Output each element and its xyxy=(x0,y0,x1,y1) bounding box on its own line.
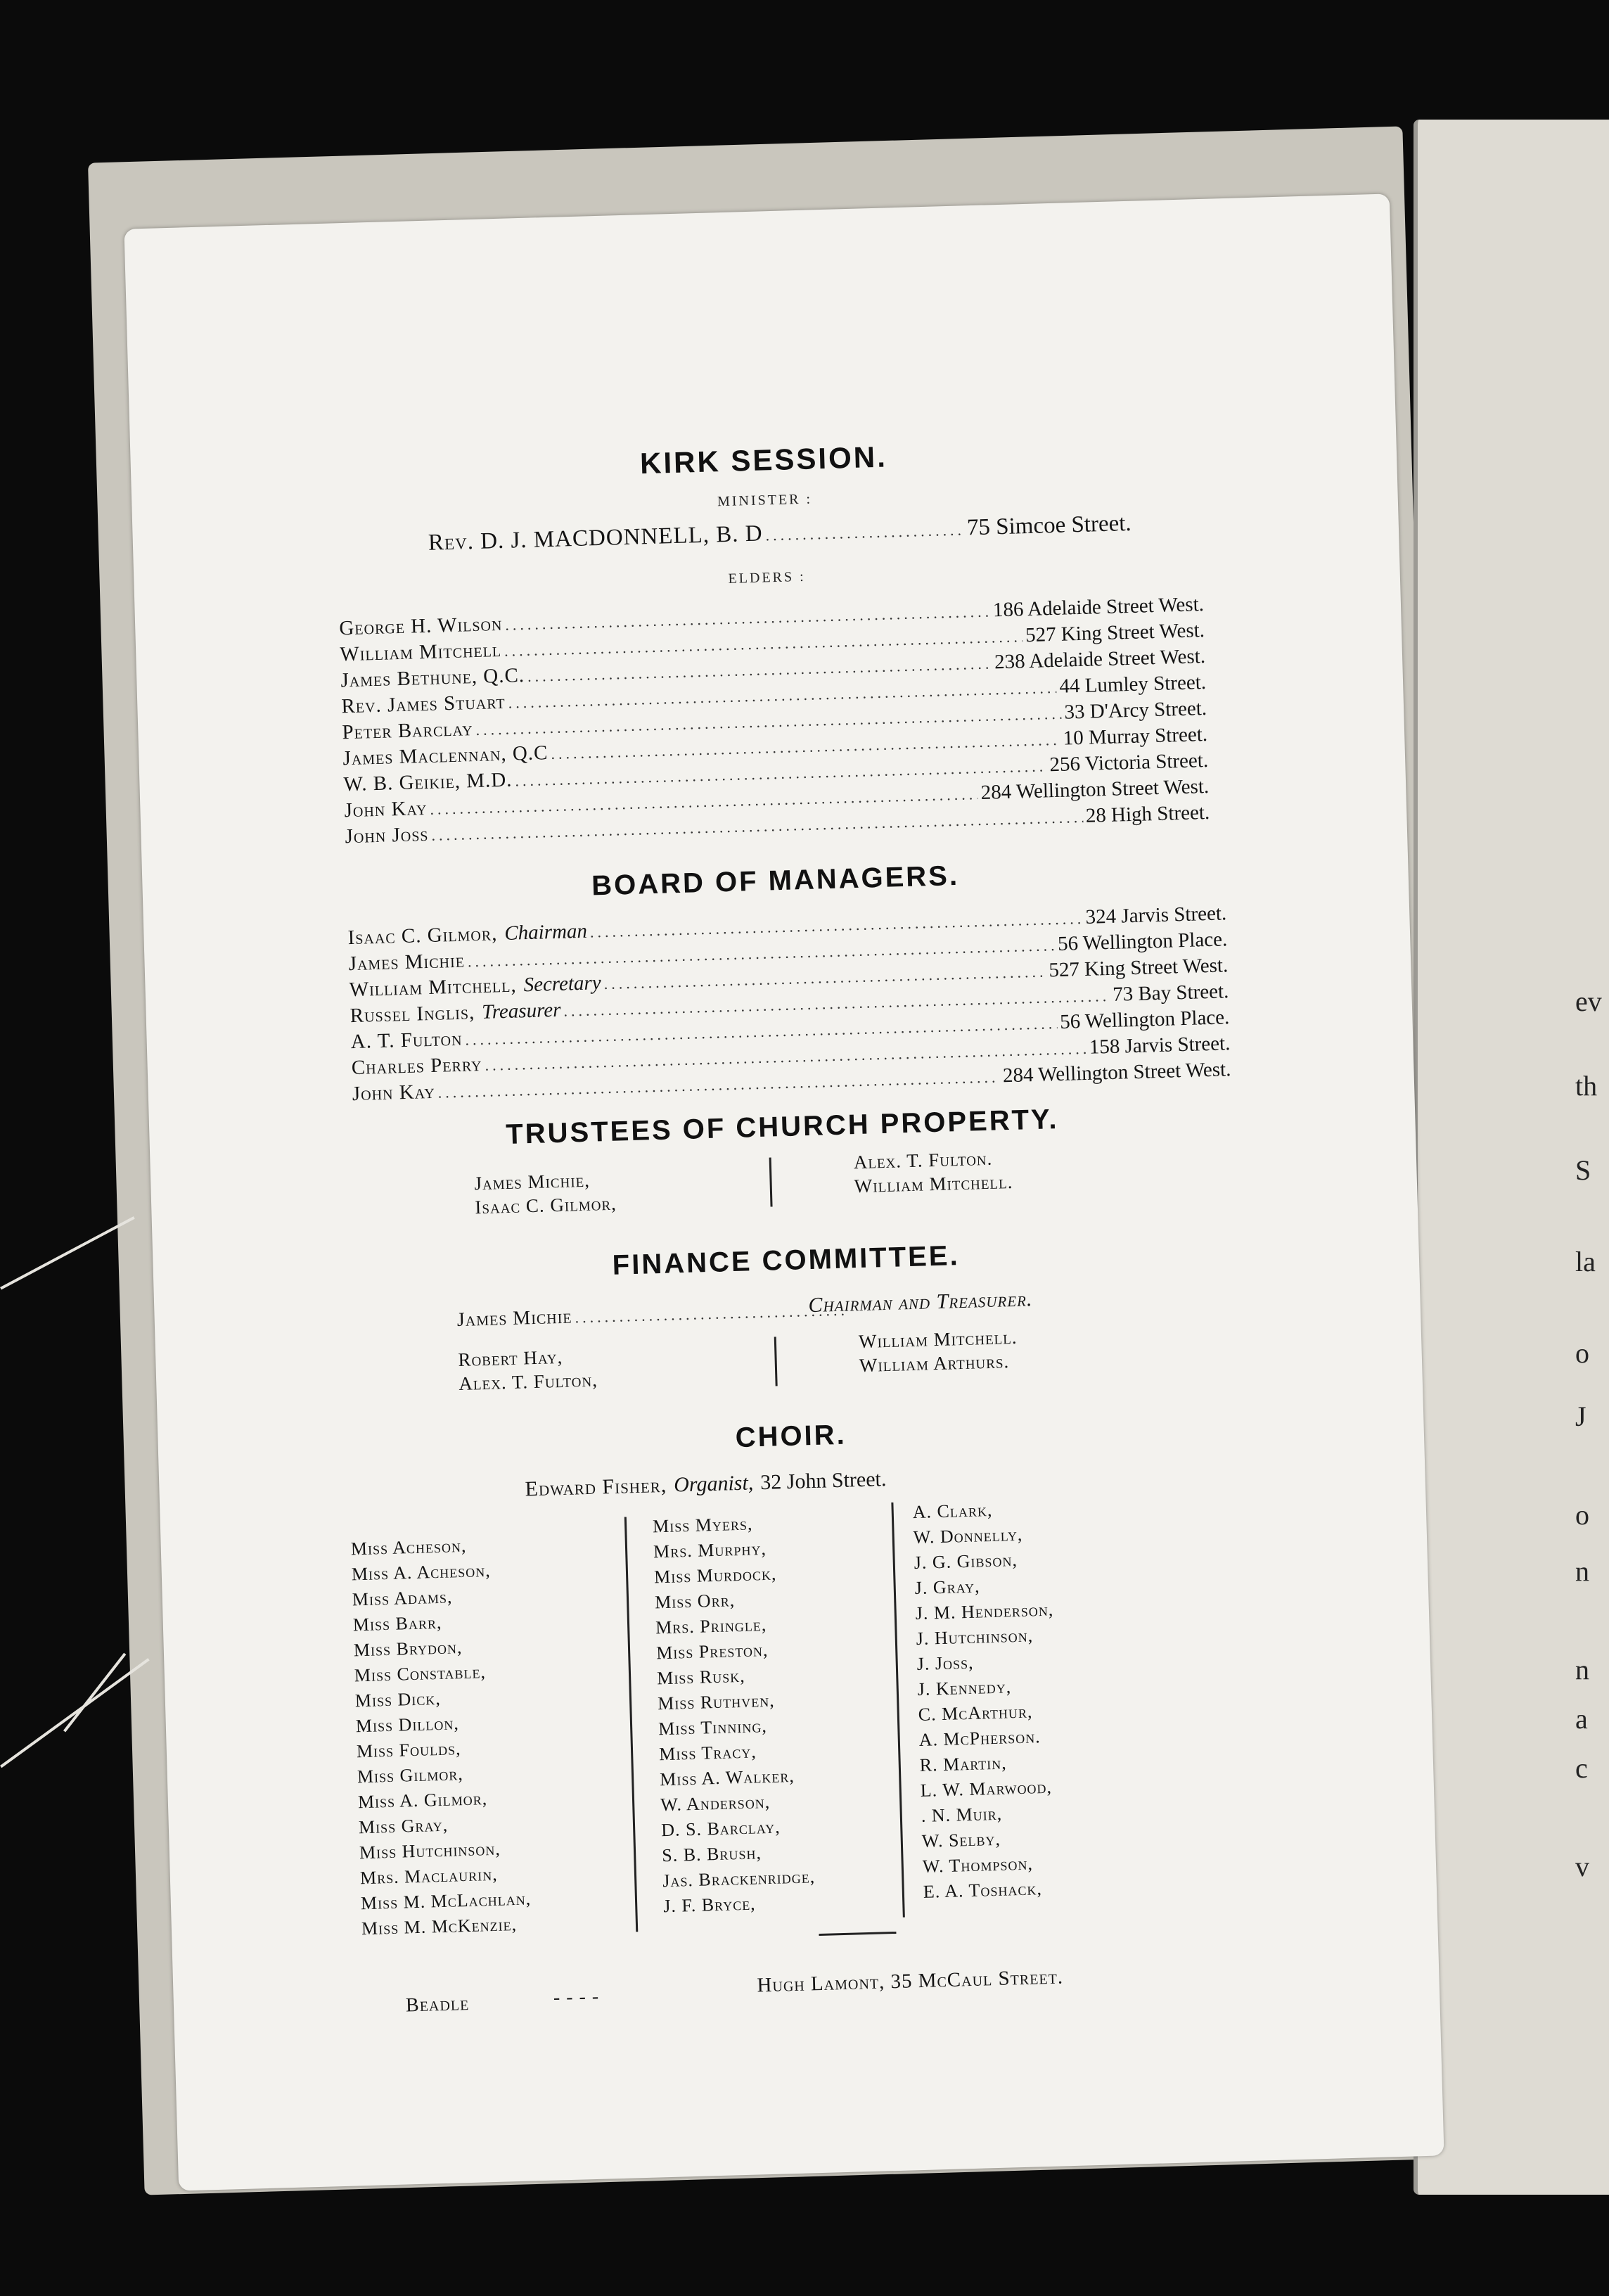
finance-member: Alex. T. Fulton, xyxy=(458,1369,598,1395)
facing-page-fragment: o xyxy=(1575,1337,1589,1369)
choir-member: Miss A. Walker, xyxy=(659,1765,795,1790)
document-page xyxy=(124,193,1444,2190)
facing-page-fragment: c xyxy=(1575,1752,1588,1784)
minister-entry xyxy=(428,511,1132,556)
elders-label: ELDERS : xyxy=(728,568,806,587)
finance-member: Robert Hay, xyxy=(458,1346,563,1371)
choir-member: L. W. Marwood, xyxy=(920,1776,1053,1801)
column-divider xyxy=(769,1157,773,1206)
elder-address: 10 Murray Street. xyxy=(1063,722,1208,750)
choir-end-rule xyxy=(819,1932,896,1936)
column-divider xyxy=(624,1517,638,1932)
manager-address: 324 Jarvis Street. xyxy=(1085,902,1227,929)
beadle-dashes: - - - - xyxy=(553,1985,600,2009)
finance-member: William Mitchell. xyxy=(858,1326,1018,1353)
finance-member: William Arthurs. xyxy=(859,1351,1010,1377)
elder-name: Peter Barclay xyxy=(342,718,473,744)
beadle-name: Hugh Lamont, 35 McCaul Street. xyxy=(757,1965,1064,1997)
manager-name: James Michie xyxy=(348,949,466,976)
choir-member: J. M. Henderson, xyxy=(915,1599,1054,1624)
choir-member: D. S. Barclay, xyxy=(660,1816,781,1841)
choir-member: W. Donnelly, xyxy=(913,1524,1023,1548)
choir-member: Miss Dillon, xyxy=(355,1713,460,1737)
finance-chair-name: James Michie xyxy=(456,1306,572,1332)
choir-member: J. F. Bryce, xyxy=(662,1893,756,1917)
choir-member: Miss A. Acheson, xyxy=(351,1560,492,1585)
choir-member: J. Gray, xyxy=(914,1576,980,1599)
board-of-managers-heading: BOARD OF MANAGERS. xyxy=(591,860,960,902)
scratch-mark xyxy=(0,1658,150,1768)
finance-committee-heading: FINANCE COMMITTEE. xyxy=(612,1240,961,1281)
elder-address: 28 High Street. xyxy=(1085,801,1210,827)
manager-name: Russel Inglis, xyxy=(350,1001,475,1028)
choir-member: J. G. Gibson, xyxy=(914,1549,1018,1574)
elder-name: Rev. James Stuart xyxy=(341,690,506,718)
manager-address: 56 Wellington Place. xyxy=(1057,928,1228,955)
choir-member: Miss Murdock, xyxy=(653,1563,777,1588)
manager-address: 158 Jarvis Street. xyxy=(1089,1032,1231,1059)
manager-role: Treasurer xyxy=(481,998,561,1023)
elder-name: James Maclennan, Q.C xyxy=(342,741,549,770)
choir-member: Mrs. Maclaurin, xyxy=(359,1863,499,1889)
choir-member: Miss Barr, xyxy=(352,1612,442,1635)
manager-address: 56 Wellington Place. xyxy=(1059,1006,1230,1033)
elder-name: William Mitchell xyxy=(339,638,502,666)
leader-dots xyxy=(575,1301,848,1327)
choir-member: Miss Dick, xyxy=(354,1688,442,1711)
facing-page-fragment: th xyxy=(1575,1070,1598,1102)
choir-member: J. Hutchinson, xyxy=(916,1625,1034,1649)
elder-name: John Joss xyxy=(345,822,429,848)
elder-name: W. B. Geikie, M.D. xyxy=(343,768,513,796)
elder-address: 256 Victoria Street. xyxy=(1049,748,1209,777)
elder-name: George H. Wilson xyxy=(338,612,503,640)
manager-name: A. T. Fulton xyxy=(350,1027,463,1054)
choir-member: Miss Tinning, xyxy=(658,1715,768,1740)
choir-member: A. McPherson. xyxy=(918,1726,1041,1750)
minister-address: 75 Simcoe Street. xyxy=(966,510,1132,541)
choir-member: Miss Adams, xyxy=(352,1586,453,1610)
facing-page-fragment: n xyxy=(1575,1555,1589,1587)
trustees-heading: TRUSTEES OF CHURCH PROPERTY. xyxy=(505,1104,1060,1151)
choir-member: Miss Brydon, xyxy=(353,1637,463,1661)
choir-member: Miss Ruthven, xyxy=(657,1690,776,1714)
manager-name: Isaac C. Gilmor, xyxy=(347,922,498,950)
facing-page-fragment: v xyxy=(1575,1851,1589,1882)
elder-address: 284 Wellington Street West. xyxy=(980,774,1210,804)
finance-chair-entry xyxy=(456,1298,851,1332)
elder-address: 186 Adelaide Street West. xyxy=(992,593,1205,622)
organist-name: Edward Fisher, xyxy=(525,1473,667,1501)
choir-member: Miss Tracy, xyxy=(658,1741,757,1765)
elder-name: James Bethune, Q.C. xyxy=(340,664,525,692)
trustee-name: James Michie, xyxy=(474,1169,591,1194)
elder-address: 44 Lumley Street. xyxy=(1059,670,1207,698)
manager-name: John Kay xyxy=(352,1080,436,1106)
choir-member: S. B. Brush, xyxy=(661,1842,762,1866)
manager-role: Chairman xyxy=(504,919,588,945)
choir-member: Miss Rusk, xyxy=(656,1665,746,1689)
trustee-name: William Mitchell. xyxy=(854,1171,1013,1197)
manager-name: Charles Perry xyxy=(351,1052,482,1080)
scratch-mark xyxy=(63,1653,126,1733)
choir-member: R. Martin, xyxy=(919,1752,1008,1775)
choir-member: Miss Gilmor, xyxy=(357,1764,464,1787)
manager-name: William Mitchell, xyxy=(349,974,518,1002)
facing-page-fragment: n xyxy=(1575,1654,1589,1685)
kirk-session-heading: KIRK SESSION. xyxy=(639,440,888,480)
finance-chair-role: Chairman and Treasurer. xyxy=(808,1287,1033,1318)
choir-member: Miss Constable, xyxy=(354,1662,487,1686)
choir-member: W. Selby, xyxy=(921,1828,1001,1851)
trustee-name: Alex. T. Fulton. xyxy=(853,1147,993,1173)
facing-page-fragment: la xyxy=(1575,1246,1596,1277)
choir-member: . N. Muir, xyxy=(921,1803,1003,1826)
choir-member: Miss Acheson, xyxy=(350,1535,467,1560)
facing-page-fragment: J xyxy=(1575,1401,1586,1432)
facing-page-fragment: o xyxy=(1575,1499,1589,1531)
choir-member: Miss Preston, xyxy=(655,1639,769,1664)
choir-member: J. Kennedy, xyxy=(917,1676,1012,1699)
choir-member: W. Thompson, xyxy=(922,1853,1034,1877)
elder-address: 33 D'Arcy Street. xyxy=(1064,696,1207,724)
trustee-name: Isaac C. Gilmor, xyxy=(475,1192,617,1218)
manager-role: Secretary xyxy=(523,971,602,997)
minister-label: MINISTER : xyxy=(717,491,813,510)
choir-member: J. Joss, xyxy=(916,1652,974,1674)
choir-member: Miss Foulds, xyxy=(356,1738,461,1762)
column-divider xyxy=(774,1337,778,1386)
manager-address: 73 Bay Street. xyxy=(1112,980,1229,1006)
choir-member: Mrs. Murphy, xyxy=(653,1538,767,1562)
manager-address: 284 Wellington Street West. xyxy=(1002,1058,1231,1088)
elder-address: 527 King Street West. xyxy=(1025,618,1205,647)
choir-member: W. Anderson, xyxy=(660,1791,771,1816)
elder-address: 238 Adelaide Street West. xyxy=(994,644,1206,674)
choir-member: Miss Orr, xyxy=(654,1590,736,1613)
choir-heading: CHOIR. xyxy=(735,1419,847,1454)
choir-member: E. A. Toshack, xyxy=(923,1878,1043,1902)
choir-member: Miss Gray, xyxy=(358,1814,449,1838)
facing-page-fragment: S xyxy=(1575,1154,1591,1186)
choir-member: C. McArthur, xyxy=(918,1701,1033,1725)
facing-page-fragment: ev xyxy=(1575,986,1602,1017)
choir-member: Mrs. Pringle, xyxy=(655,1614,767,1638)
organist-address: 32 John Street. xyxy=(759,1467,887,1495)
choir-member: Miss Myers, xyxy=(652,1513,753,1537)
organist-role: Organist, xyxy=(673,1471,754,1497)
column-divider xyxy=(891,1503,904,1918)
choir-member: Miss M. McLachlan, xyxy=(360,1888,532,1914)
elder-name: John Kay xyxy=(344,796,428,822)
choir-member: Miss M. McKenzie, xyxy=(361,1914,518,1939)
scratch-mark xyxy=(0,1216,135,1289)
minister-name: Rev. D. J. MACDONNELL, B. D xyxy=(428,521,764,556)
choir-member: Miss A. Gilmor, xyxy=(357,1788,488,1813)
choir-member: Jas. Brackenridge, xyxy=(662,1866,816,1892)
leader-dots xyxy=(765,521,964,544)
choir-member: Miss Hutchinson, xyxy=(359,1838,501,1863)
choir-member: A. Clark, xyxy=(912,1499,993,1523)
beadle-label: Beadle xyxy=(405,1992,470,2017)
organist-line xyxy=(525,1467,887,1501)
manager-address: 527 King Street West. xyxy=(1048,954,1229,982)
facing-page-fragment: a xyxy=(1575,1703,1588,1735)
